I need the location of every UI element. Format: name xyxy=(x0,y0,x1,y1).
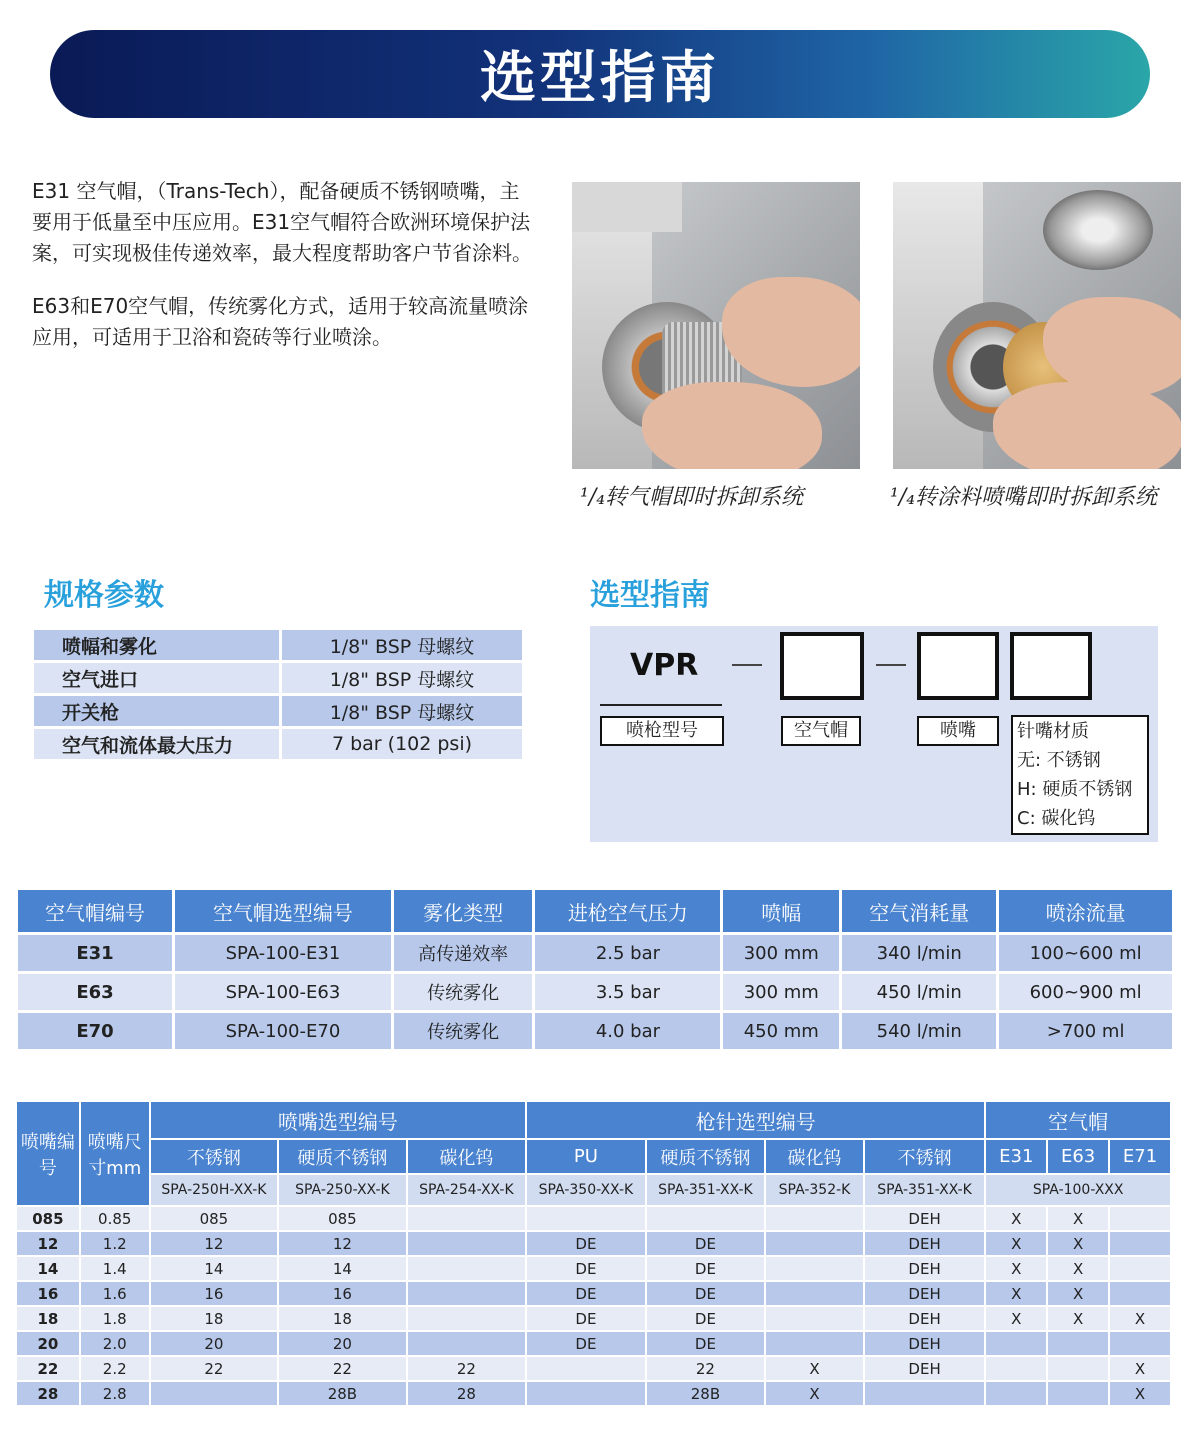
nozzle-sub-header: PU xyxy=(527,1140,645,1173)
table-cell: 18 xyxy=(17,1307,79,1330)
table-cell: DE xyxy=(527,1282,645,1305)
prefix-underline xyxy=(600,704,722,706)
aircap-col-header: 喷幅 xyxy=(723,890,839,932)
table-cell: 14 xyxy=(151,1257,278,1280)
table-row xyxy=(17,1382,1170,1405)
aircap-photo-caption: ¹/₄转气帽即时拆卸系统 xyxy=(580,485,804,510)
table-cell: X xyxy=(1048,1282,1108,1305)
table-cell: DE xyxy=(647,1282,765,1305)
table-cell: DE xyxy=(647,1257,765,1280)
table-cell: DE xyxy=(527,1307,645,1330)
intro-text xyxy=(32,176,537,353)
specs-table xyxy=(34,627,522,762)
table-cell: SPA-100-E70 xyxy=(175,1013,391,1049)
nozzle-label: 喷嘴 xyxy=(917,716,999,746)
table-cell: DEH xyxy=(865,1307,985,1330)
table-cell: >700 ml xyxy=(999,1013,1172,1049)
table-cell xyxy=(527,1382,645,1405)
spec-value: 1/8" BSP 母螺纹 xyxy=(282,696,522,726)
table-cell: DEH xyxy=(865,1357,985,1380)
table-cell xyxy=(408,1257,526,1280)
spec-label: 开关枪 xyxy=(34,696,282,726)
nozzle-code-box xyxy=(917,632,999,700)
table-cell xyxy=(408,1282,526,1305)
model-code-guide xyxy=(590,626,1158,842)
table-cell xyxy=(527,1357,645,1380)
intro-paragraph-1: E31 空气帽，（Trans-Tech），配备硬质不锈钢喷嘴，主要用于低量至中压应用。E31空气帽符合欧洲环境保护法案，可实现极佳传递效率，最大程度帮助客户节省涂料。 xyxy=(32,179,532,265)
page-title: 选型指南 xyxy=(480,46,720,111)
table-cell: X xyxy=(1048,1232,1108,1255)
nozzle-sub-header: 硬质不锈钢 xyxy=(279,1140,405,1173)
table-cell: X xyxy=(1048,1307,1108,1330)
table-cell: 0.85 xyxy=(81,1207,149,1230)
material-code-box xyxy=(1010,632,1092,700)
table-cell: 1.2 xyxy=(81,1232,149,1255)
table-cell xyxy=(766,1257,863,1280)
table-cell: 20 xyxy=(279,1332,405,1355)
aircap-table xyxy=(15,887,1175,1052)
aircap-group-header: 空气帽 xyxy=(986,1102,1170,1138)
table-cell: 2.2 xyxy=(81,1357,149,1380)
table-cell: DEH xyxy=(865,1257,985,1280)
table-cell: E63 xyxy=(18,974,172,1010)
table-row xyxy=(17,1307,1170,1330)
table-cell: DE xyxy=(527,1332,645,1355)
nozzle-sub-header: 碳化钨 xyxy=(766,1140,863,1173)
spec-value: 1/8" BSP 母螺纹 xyxy=(282,630,522,660)
table-cell: 16 xyxy=(151,1282,278,1305)
table-cell: 085 xyxy=(17,1207,79,1230)
spec-value: 1/8" BSP 母螺纹 xyxy=(282,663,522,693)
table-cell: 28B xyxy=(647,1382,765,1405)
table-cell: SPA-100-E31 xyxy=(175,935,391,971)
table-cell: DE xyxy=(647,1307,765,1330)
table-cell xyxy=(1110,1332,1170,1355)
nozzle-sub-header: 硬质不锈钢 xyxy=(647,1140,765,1173)
table-row xyxy=(17,1357,1170,1380)
table-cell: 28 xyxy=(17,1382,79,1405)
table-cell: DE xyxy=(527,1232,645,1255)
table-cell xyxy=(766,1307,863,1330)
table-cell xyxy=(1048,1382,1108,1405)
table-cell: 18 xyxy=(151,1307,278,1330)
table-cell: 085 xyxy=(279,1207,405,1230)
table-cell: 20 xyxy=(151,1332,278,1355)
nozzle-group-header: 喷嘴选型编号 xyxy=(151,1102,526,1138)
table-cell xyxy=(1110,1282,1170,1305)
nozzle-sub-header: E63 xyxy=(1048,1140,1108,1173)
spec-label: 空气和流体最大压力 xyxy=(34,729,282,759)
specs-row xyxy=(34,630,522,660)
nozzle-removal-photo xyxy=(893,182,1181,469)
table-cell: X xyxy=(986,1257,1046,1280)
table-cell: 高传递效率 xyxy=(394,935,533,971)
table-cell: DEH xyxy=(865,1232,985,1255)
table-cell: 22 xyxy=(408,1357,526,1380)
separator-dash xyxy=(876,664,906,666)
material-title: 针嘴材质 xyxy=(1017,721,1089,742)
part-code: SPA-352-K xyxy=(766,1175,863,1205)
table-row xyxy=(18,974,1172,1010)
aircap-col-header: 空气帽选型编号 xyxy=(175,890,391,932)
table-cell: 450 mm xyxy=(723,1013,839,1049)
table-cell: 540 l/min xyxy=(842,1013,996,1049)
table-cell: 600~900 ml xyxy=(999,974,1172,1010)
title-banner xyxy=(50,30,1150,118)
spec-value: 7 bar (102 psi) xyxy=(282,729,522,759)
table-cell: X xyxy=(1048,1207,1108,1230)
table-cell: 12 xyxy=(279,1232,405,1255)
table-cell: X xyxy=(1110,1357,1170,1380)
aircap-col-header: 喷涂流量 xyxy=(999,890,1172,932)
table-cell xyxy=(1048,1332,1108,1355)
nozzle-table xyxy=(15,1100,1172,1407)
table-cell: 2.5 bar xyxy=(535,935,720,971)
guide-heading: 选型指南 xyxy=(590,578,710,613)
table-cell: 100~600 ml xyxy=(999,935,1172,971)
table-cell: DEH xyxy=(865,1282,985,1305)
material-line: 无: 不锈钢 xyxy=(1017,750,1101,771)
table-cell xyxy=(986,1357,1046,1380)
table-cell xyxy=(1110,1232,1170,1255)
table-cell: 12 xyxy=(151,1232,278,1255)
aircap-removal-photo xyxy=(572,182,860,469)
table-cell xyxy=(1110,1207,1170,1230)
gun-model-label: 喷枪型号 xyxy=(600,716,724,746)
part-code: SPA-254-XX-K xyxy=(408,1175,526,1205)
table-cell: 300 mm xyxy=(723,974,839,1010)
table-cell: X xyxy=(986,1207,1046,1230)
aircap-col-header: 雾化类型 xyxy=(394,890,533,932)
table-cell: X xyxy=(986,1307,1046,1330)
table-row xyxy=(17,1332,1170,1355)
table-cell xyxy=(766,1282,863,1305)
nozzle-number-header: 喷嘴编号 xyxy=(17,1102,79,1205)
table-row xyxy=(17,1232,1170,1255)
table-cell: 300 mm xyxy=(723,935,839,971)
table-cell: DEH xyxy=(865,1332,985,1355)
specs-row xyxy=(34,696,522,726)
part-code: SPA-250-XX-K xyxy=(279,1175,405,1205)
table-cell: 传统雾化 xyxy=(394,974,533,1010)
aircap-col-header: 空气消耗量 xyxy=(842,890,996,932)
table-row xyxy=(17,1257,1170,1280)
part-code: SPA-350-XX-K xyxy=(527,1175,645,1205)
table-cell: X xyxy=(1048,1257,1108,1280)
table-cell xyxy=(408,1232,526,1255)
part-code: SPA-351-XX-K xyxy=(647,1175,765,1205)
table-cell: 22 xyxy=(151,1357,278,1380)
table-cell: 085 xyxy=(151,1207,278,1230)
nozzle-size-header: 喷嘴尺寸mm xyxy=(81,1102,149,1205)
aircap-code-box xyxy=(780,632,864,700)
table-cell: 14 xyxy=(279,1257,405,1280)
part-code: SPA-351-XX-K xyxy=(865,1175,985,1205)
table-cell xyxy=(408,1307,526,1330)
aircap-label: 空气帽 xyxy=(781,716,861,746)
table-cell xyxy=(647,1207,765,1230)
table-cell: E70 xyxy=(18,1013,172,1049)
table-cell: 22 xyxy=(279,1357,405,1380)
table-cell: 18 xyxy=(279,1307,405,1330)
table-cell: DE xyxy=(527,1257,645,1280)
table-cell: X xyxy=(1110,1307,1170,1330)
table-cell xyxy=(1048,1357,1108,1380)
specs-row xyxy=(34,663,522,693)
specs-heading: 规格参数 xyxy=(44,578,164,613)
intro-paragraph-2: E63和E70空气帽，传统雾化方式，适用于较高流量喷涂应用，可适用于卫浴和瓷砖等行业喷涂。 xyxy=(32,294,529,349)
material-line: C: 碳化钨 xyxy=(1017,808,1096,829)
table-row xyxy=(18,935,1172,971)
separator-dash xyxy=(732,664,762,666)
table-cell xyxy=(766,1332,863,1355)
table-cell: 22 xyxy=(17,1357,79,1380)
model-prefix: VPR xyxy=(630,648,699,683)
aircap-col-header: 空气帽编号 xyxy=(18,890,172,932)
table-cell: 3.5 bar xyxy=(535,974,720,1010)
table-cell: 28 xyxy=(408,1382,526,1405)
table-cell xyxy=(1110,1257,1170,1280)
table-cell: X xyxy=(766,1357,863,1380)
table-cell: 16 xyxy=(17,1282,79,1305)
nozzle-sub-header: E71 xyxy=(1110,1140,1170,1173)
nozzle-sub-header: 碳化钨 xyxy=(408,1140,526,1173)
table-cell: X xyxy=(986,1232,1046,1255)
table-cell xyxy=(151,1382,278,1405)
table-cell xyxy=(527,1207,645,1230)
material-line: H: 硬质不锈钢 xyxy=(1017,779,1133,800)
nozzle-photo-caption: ¹/₄转涂料喷嘴即时拆卸系统 xyxy=(890,485,1158,510)
needle-material-legend xyxy=(1011,715,1149,835)
table-cell: X xyxy=(1110,1382,1170,1405)
table-cell: SPA-100-E63 xyxy=(175,974,391,1010)
table-cell: X xyxy=(986,1282,1046,1305)
table-cell: DE xyxy=(647,1232,765,1255)
aircap-col-header: 进枪空气压力 xyxy=(535,890,720,932)
nozzle-sub-header: E31 xyxy=(986,1140,1046,1173)
table-cell: 16 xyxy=(279,1282,405,1305)
table-cell: 340 l/min xyxy=(842,935,996,971)
table-cell: 1.4 xyxy=(81,1257,149,1280)
part-code: SPA-100-XXX xyxy=(986,1175,1170,1205)
table-row xyxy=(17,1207,1170,1230)
table-cell: 14 xyxy=(17,1257,79,1280)
table-cell: 2.8 xyxy=(81,1382,149,1405)
table-cell: 1.6 xyxy=(81,1282,149,1305)
table-cell: X xyxy=(766,1382,863,1405)
table-cell: 4.0 bar xyxy=(535,1013,720,1049)
table-cell: 传统雾化 xyxy=(394,1013,533,1049)
table-row xyxy=(17,1282,1170,1305)
table-cell: 22 xyxy=(647,1357,765,1380)
table-cell: 20 xyxy=(17,1332,79,1355)
table-cell xyxy=(766,1207,863,1230)
table-cell: DE xyxy=(647,1332,765,1355)
table-cell xyxy=(865,1382,985,1405)
table-cell xyxy=(986,1382,1046,1405)
spec-label: 喷幅和雾化 xyxy=(34,630,282,660)
nozzle-sub-header: 不锈钢 xyxy=(151,1140,278,1173)
table-cell xyxy=(766,1232,863,1255)
table-cell: 450 l/min xyxy=(842,974,996,1010)
table-cell: 1.8 xyxy=(81,1307,149,1330)
specs-row xyxy=(34,729,522,759)
table-cell xyxy=(408,1332,526,1355)
table-cell: 2.0 xyxy=(81,1332,149,1355)
needle-group-header: 枪针选型编号 xyxy=(527,1102,984,1138)
table-cell: 12 xyxy=(17,1232,79,1255)
nozzle-sub-header: 不锈钢 xyxy=(865,1140,985,1173)
table-cell xyxy=(986,1332,1046,1355)
part-code: SPA-250H-XX-K xyxy=(151,1175,278,1205)
spec-label: 空气进口 xyxy=(34,663,282,693)
table-cell xyxy=(408,1207,526,1230)
table-cell: E31 xyxy=(18,935,172,971)
table-cell: DEH xyxy=(865,1207,985,1230)
table-cell: 28B xyxy=(279,1382,405,1405)
table-row xyxy=(18,1013,1172,1049)
